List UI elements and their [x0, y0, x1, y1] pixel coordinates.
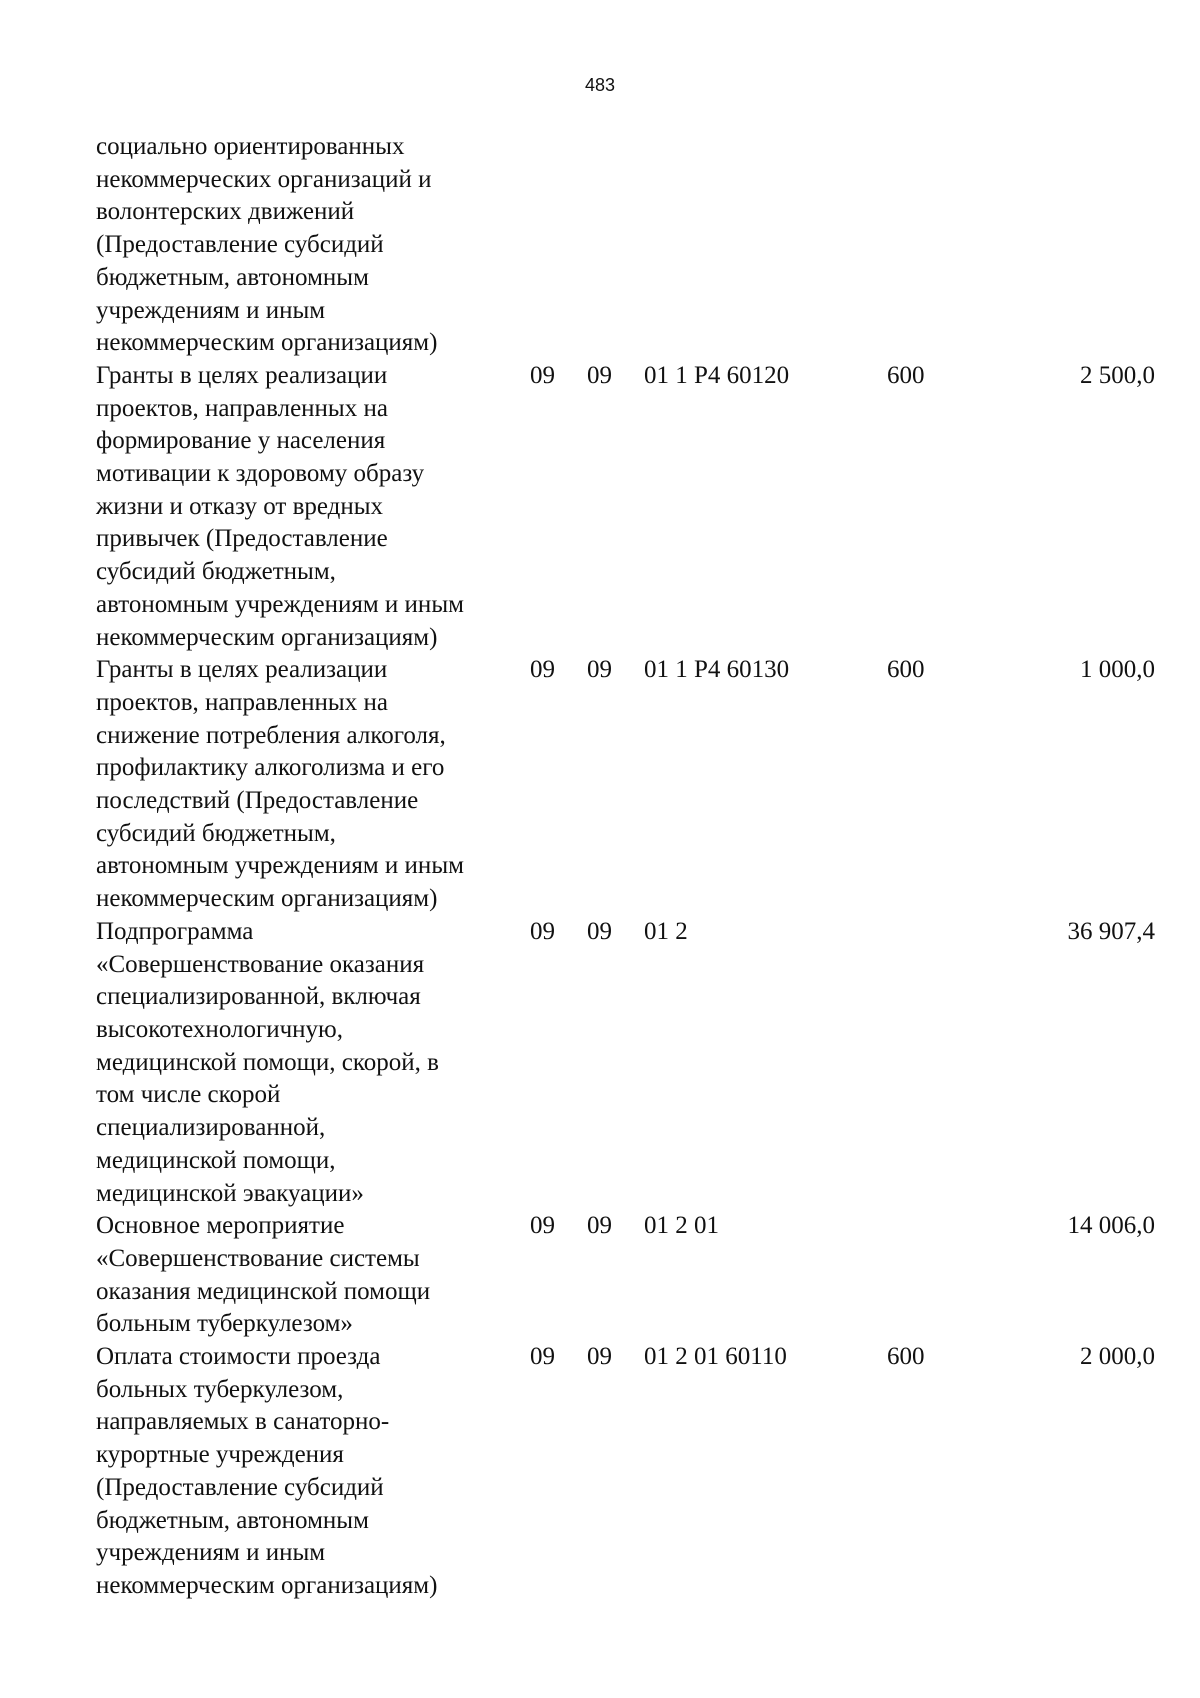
row-expense-type-code: 600	[887, 1343, 925, 1371]
row-description: Гранты в целях реализации проектов, направленных на снижение потребления алкоголя, профилактику алкоголизма и его последствий (Предоставление субсидий бюджетным, автономным учреждениям и иным некоммерческим организациям)	[96, 656, 464, 913]
row-subsection-code: 09	[587, 1343, 612, 1371]
row-amount: 14 006,0	[1067, 1212, 1155, 1240]
row-subsection-code: 09	[587, 361, 612, 389]
table-row	[96, 1341, 1156, 1603]
row-description: Оплата стоимости проезда больных туберкулезом, направляемых в санаторно- курортные учреждения (Предоставление субсидий бюджетным, автономным учреждениям и иным некоммерческим организациям)	[96, 1343, 438, 1599]
row-target-article-code: 01 1 Р4 60120	[644, 361, 790, 389]
row-description: Подпрограмма «Совершенствование оказания специализированной, включая высокотехнологичную, медицинской помощи, скорой, в том числе скорой специализированной, медицинской помощи, медицинской эвакуации»	[96, 917, 439, 1207]
table-row	[96, 131, 1156, 360]
row-amount: 36 907,4	[1067, 917, 1155, 945]
row-expense-type-code: 600	[887, 656, 925, 684]
table-row	[96, 360, 1156, 654]
row-section-code: 09	[530, 1343, 555, 1371]
row-subsection-code: 09	[587, 1212, 612, 1240]
row-section-code: 09	[530, 1212, 555, 1240]
row-amount: 2 500,0	[1080, 361, 1155, 389]
row-amount: 1 000,0	[1080, 656, 1155, 684]
table-row	[96, 654, 1156, 916]
table-row	[96, 1210, 1156, 1341]
row-section-code: 09	[530, 361, 555, 389]
row-target-article-code: 01 1 Р4 60130	[644, 656, 790, 684]
row-description: Гранты в целях реализации проектов, направленных на формирование у населения мотивации к здоровому образу жизни и отказу от вредных привычек (Предоставление субсидий бюджетным, автономным учреждениям и иным некоммерческим организациям)	[96, 361, 464, 651]
budget-table	[96, 131, 1156, 1603]
row-target-article-code: 01 2 01 60110	[644, 1343, 787, 1371]
row-section-code: 09	[530, 656, 555, 684]
row-target-article-code: 01 2	[644, 917, 688, 945]
row-description: социально ориентированных некоммерческих организаций и волонтерских движений (Предоставление субсидий бюджетным, автономным учреждениям и иным некоммерческим организациям)	[96, 133, 438, 357]
row-amount: 2 000,0	[1080, 1343, 1155, 1371]
table-row	[96, 916, 1156, 1210]
row-subsection-code: 09	[587, 917, 612, 945]
row-section-code: 09	[530, 917, 555, 945]
row-expense-type-code: 600	[887, 361, 925, 389]
row-description: Основное мероприятие «Совершенствование системы оказания медицинской помощи больным туберкулезом»	[96, 1212, 431, 1338]
row-target-article-code: 01 2 01	[644, 1212, 719, 1240]
page-number: 483	[584, 75, 616, 95]
row-subsection-code: 09	[587, 656, 612, 684]
